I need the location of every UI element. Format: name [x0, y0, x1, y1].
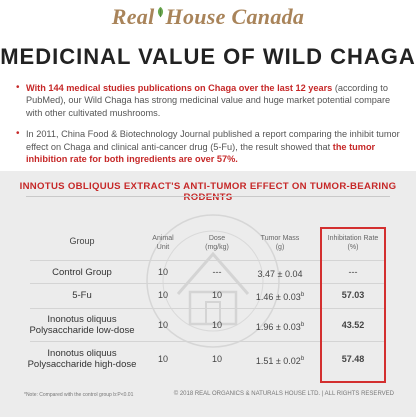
header-inhibition-rate: Inhibitation Rate (%)	[327, 235, 379, 251]
title-divider	[26, 196, 390, 197]
cell-rate: 43.52	[341, 320, 365, 330]
house-watermark-icon	[138, 206, 288, 356]
logo-text-part2: House Canada	[165, 4, 305, 29]
header-group: Group	[69, 236, 95, 246]
header-dose: Dose (mg/kg)	[205, 235, 229, 251]
bullet-dot: •	[16, 82, 20, 93]
page-title: MEDICINAL VALUE OF WILD CHAGA	[0, 44, 416, 69]
header-tumor-mass: Tumor Mass (g)	[260, 235, 300, 251]
bullet-dot: •	[16, 128, 20, 140]
cell-group: 5-Fu	[72, 290, 92, 301]
cell-group: Inonotus oliquus Polysaccharide low-dose	[29, 314, 135, 336]
cell-group: Control Group	[52, 267, 112, 278]
cell-mass: 1.96 ± 0.03$^b$	[255, 322, 305, 332]
bullet-list	[16, 82, 402, 174]
bullet-highlight: With 144 medical studies publications on Chaga over the last 12 years	[26, 83, 333, 93]
cell-group: Inonotus oliquus Polysaccharide high-dose	[27, 348, 137, 370]
bullet-item-report	[16, 128, 402, 165]
cell-dose: 10	[211, 354, 222, 364]
cell-animal: 10	[157, 267, 168, 277]
cell-mass: 1.46 ± 0.03$^b$	[255, 292, 305, 302]
cell-dose: ---	[212, 267, 222, 277]
cell-animal: 10	[157, 290, 168, 300]
logo-text-part1: Real	[111, 4, 155, 29]
cell-dose: 10	[211, 320, 222, 330]
cell-animal: 10	[157, 320, 168, 330]
cell-rate: ---	[348, 267, 358, 277]
header-animal: Animal Unit	[152, 235, 174, 251]
inhibition-rate-highlight-box	[320, 227, 386, 383]
bullet-highlight: the tumor inhibition rate for both ingredients are over 57%.	[26, 141, 376, 165]
bullet-item-studies	[16, 82, 402, 119]
bullet-text: In 2011, China Food & Biotechnology Journal published a report comparing the inhibit tumor effect on Chaga and clinical anti-cancer drug (5-Fu), the result showed that	[26, 129, 400, 152]
cell-mass: 3.47 ± 0.04	[257, 269, 303, 279]
cell-rate: 57.03	[341, 290, 365, 300]
cell-animal: 10	[157, 354, 168, 364]
cell-rate: 57.48	[341, 354, 365, 364]
bullet-text: (according to PubMed), our Wild Chaga has strong medicinal value and huge market potential compare with other cultivated mushrooms.	[26, 83, 391, 118]
brand-logo	[0, 4, 416, 30]
cell-dose: 10	[211, 290, 222, 300]
cell-mass: 1.51 ± 0.02$^b$	[255, 356, 305, 366]
copyright-notice: © 2018 REAL ORGANICS & NATURALS HOUSE LTD. | ALL RIGHTS RESERVED	[173, 391, 394, 397]
table-title: INNOTUS OBLIQUUS EXTRACT'S ANTI-TUMOR EFFECT ON TUMOR-BEARING RODENTS	[19, 181, 397, 203]
table-footnote: *Note: Compared with the control group b:P<0.01	[24, 392, 134, 398]
leaf-icon	[156, 6, 165, 18]
